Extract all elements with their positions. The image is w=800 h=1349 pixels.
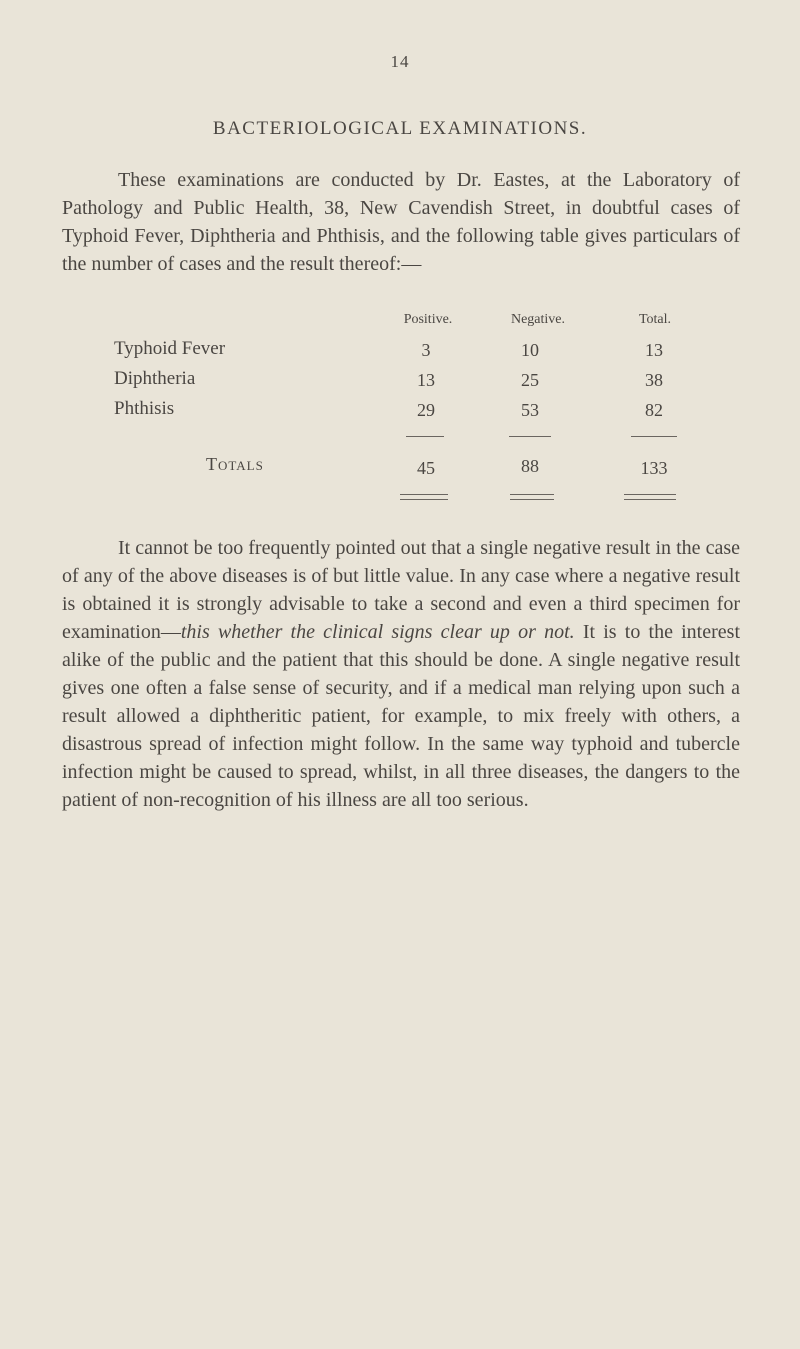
closing-paragraph (62, 534, 740, 814)
total-negative: 88 (521, 456, 539, 476)
closing-text-after: It is to the interest alike of the public and the patient that this should be done. A single negative result gives one often a false sense of security, and if a medical man relying upon such a result allowed a diphtheritic patient, for example, to mix freely with others, a disastrous spread of infection might follow. In the same way typhoid and tubercle infection might be caused to spread, whilst, in all three diseases, the dangers to the patient of non-recognition of his illness are all too serious. (62, 621, 740, 811)
subtotal-rule-positive (406, 436, 444, 437)
cell-negative: 10 (521, 340, 539, 360)
cell-positive: 29 (417, 400, 435, 420)
subtotal-rule-negative (509, 436, 551, 437)
row-label: Typhoid Fever (114, 338, 226, 359)
cell-positive: 3 (421, 340, 431, 360)
intro-paragraph: These examinations are conducted by Dr. Eastes, at the Laboratory of Pathology and Public Health, 38, New Cavendish Street, in doubtful cases of Typhoid Fever, Diphtheria and Phthisis, and the following table gives particulars of the number of cases and the result thereof:— (62, 169, 740, 275)
double-rule-negative (510, 494, 554, 500)
cell-total: 38 (645, 370, 663, 390)
column-header-total: Total. (638, 312, 672, 327)
total-total: 133 (640, 458, 668, 478)
totals-label: Totals (206, 454, 264, 474)
double-rule-total (624, 494, 676, 500)
cell-negative: 53 (521, 400, 539, 420)
cell-total: 13 (645, 340, 663, 360)
cell-positive: 13 (417, 370, 435, 390)
closing-italic-text: this whether the clinical signs clear up or not. (180, 621, 575, 643)
column-header-negative: Negative. (510, 312, 566, 327)
page-number: 14 (390, 52, 410, 71)
cell-total: 82 (645, 400, 663, 420)
closing-text-before: It cannot be too frequently pointed out that a single negative result in the case of any of the above diseases is of but little value. In any case where a negative result is obtained it is strongly advisable to take a second and even a third specimen for examination— (62, 537, 740, 643)
row-label: Diphtheria (114, 368, 196, 389)
double-rule-positive (400, 494, 448, 500)
row-label: Phthisis (114, 398, 175, 419)
subtotal-rule-total (631, 436, 677, 437)
page-heading: BACTERIOLOGICAL EXAMINATIONS. (212, 118, 588, 139)
column-header-positive: Positive. (403, 312, 453, 327)
cell-negative: 25 (521, 370, 539, 390)
total-positive: 45 (417, 458, 435, 478)
